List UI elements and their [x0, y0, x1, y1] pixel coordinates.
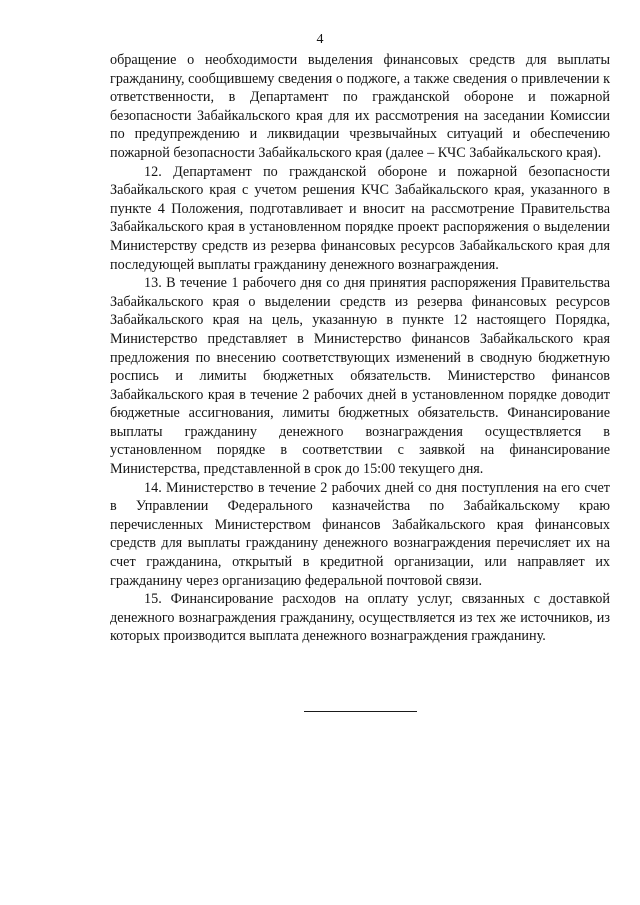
paragraph-14: 14. Министерство в течение 2 рабочих дней со дня поступления на его счет в Управлении Федерального казначейства по Забайкальскому краю перечисленных Министерством финансов Забайкальского края финансовых средств для выплаты гражданину денежного вознаграждения перечисляет их на счет гражданина, открытый в кредитной организации, или направляет их гражданину через организацию федеральной почтовой связи. [110, 479, 610, 589]
document-body [110, 51, 610, 646]
paragraph-13: 13. В течение 1 рабочего дня со дня принятия распоряжения Правительства Забайкальского края о выделении средств из резерва финансовых ресурсов Забайкальского края на цель, указанную в пункте 12 настоящего Порядка, Министерство представляет в Министерство финансов Забайкальского края предложения по внесению соответствующих изменений в сводную бюджетную роспись и лимиты бюджетных обязательств. Министерство финансов Забайкальского края в течение 2 рабочих дней в установленном порядке доводит бюджетные ассигнования, лимиты бюджетных обязательств. Финансирование выплаты гражданину денежного вознаграждения осуществляется в установленном порядке в соответствии с заявкой на финансирование Министерства, представленной в срок до 15:00 текущего дня. [110, 275, 610, 478]
paragraph-15: 15. Финансирование расходов на оплату услуг, связанных с доставкой денежного вознаграждения гражданину, осуществляется из тех же источников, из которых производится выплата денежного вознаграждения гражданину. [110, 591, 610, 645]
paragraph-continuation: обращение о необходимости выделения финансовых средств для выплаты гражданину, сообщившему сведения о поджоге, а также сведения о привлечении к ответственности, в Департамент по гражданской обороне и пожарной безопасности Забайкальского края для их рассмотрения на заседании Комиссии по предупреждению и ликвидации чрезвычайных ситуаций и обеспечению пожарной безопасности Забайкальского края (далее – КЧС Забайкальского края). [110, 52, 610, 161]
paragraph-12: 12. Департамент по гражданской обороне и пожарной безопасности Забайкальского края с учетом решения КЧС Забайкальского края, указанного в пункте 4 Положения, подготавливает и вносит на рассмотрение Правительства Забайкальского края в установленном порядке проект распоряжения о выделении Министерству средств из резерва финансовых ресурсов Забайкальского края для последующей выплаты гражданину денежного вознаграждения. [110, 163, 610, 273]
end-of-document-divider [304, 711, 417, 712]
page-number: 4 [316, 32, 324, 47]
